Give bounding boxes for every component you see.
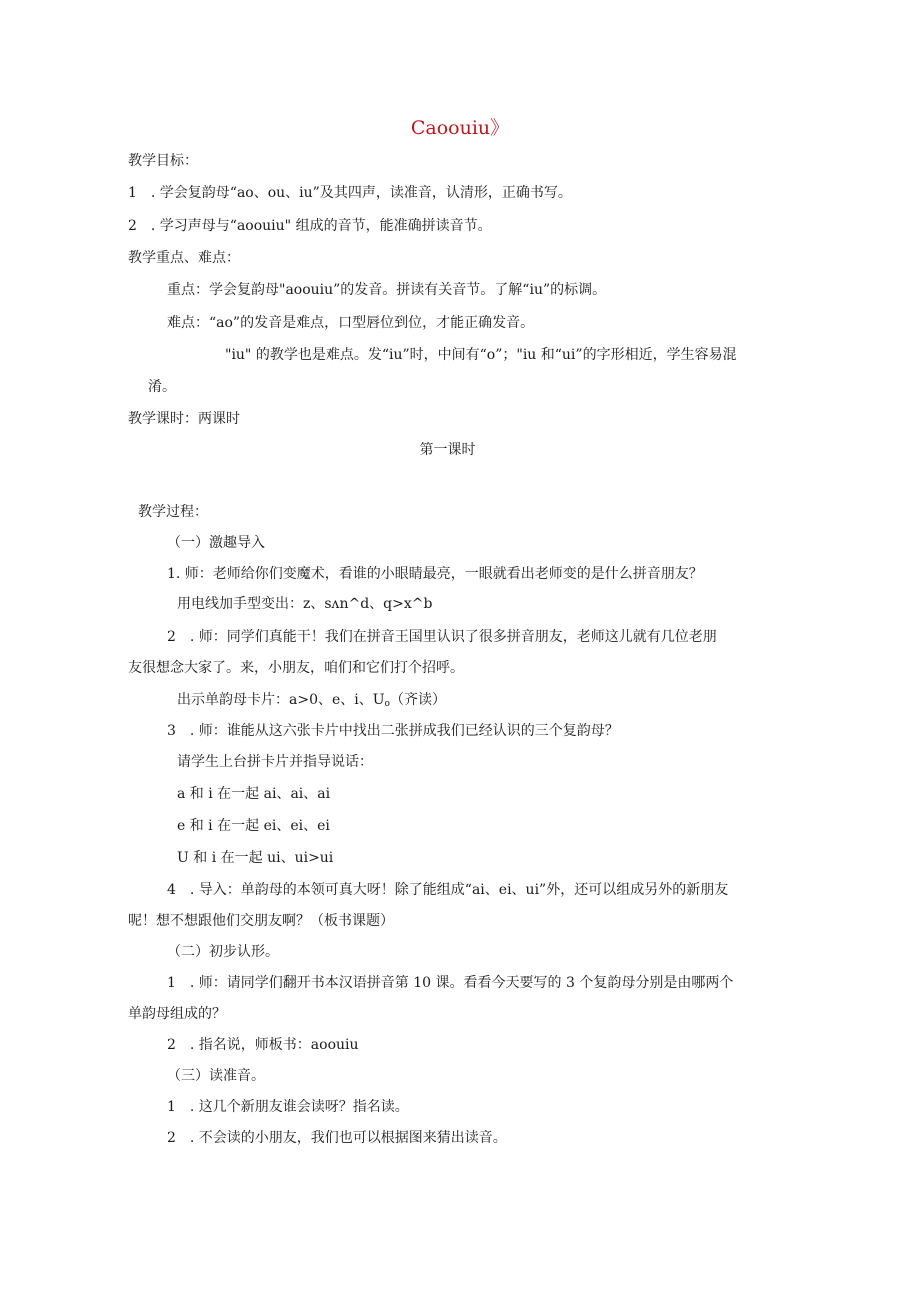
key-difficulty-2-line-2: 淆。: [148, 379, 176, 395]
paragraph-r2: 2 . 不会读的小朋友，我们也可以根据图来猜出读音。: [167, 1130, 507, 1146]
goal-item-1: 1 . 学会复韵母“ao、ou、iu”及其四声，读准音，认清形，正确书写。: [128, 185, 572, 201]
section-3-heading: （三）读准音。: [167, 1068, 265, 1084]
section-2-heading: （二）初步认形。: [167, 944, 279, 960]
lesson-hours: 教学课时：两课时: [128, 411, 240, 427]
paragraph-1b: 用电线加手型变出：z、sʌn^d、q>x^b: [177, 596, 433, 612]
lesson-title: 第一课时: [419, 442, 476, 458]
paragraph-q1b: 单韵母组成的？: [128, 1006, 226, 1022]
goals-heading: 教学目标：: [128, 153, 198, 169]
paragraph-2c-text: 出示单韵母卡片：a>0、e、i、U: [177, 692, 385, 708]
document-title: Caoouiu》: [410, 117, 510, 139]
paragraph-4b: 呢！想不想跟他们交朋友啊？（板书课题）: [128, 913, 394, 929]
key-difficulty-2-line-1: "iu" 的教学也是难点。发“iu”时，中间有“o”；"iu 和“ui”的字形相近，学生容易混: [225, 347, 737, 363]
paragraph-2c-suffix: （齐读）: [389, 692, 446, 708]
paragraph-r1: 1 . 这几个新朋友谁会读呀？指名读。: [167, 1099, 409, 1115]
paragraph-q2: 2 . 指名说，师板书：aoouiu: [167, 1037, 359, 1053]
paragraph-3c: a 和 i 在一起 ai、ai、ai: [177, 786, 331, 802]
paragraph-1: 1. 师：老师给你们变魔术，看谁的小眼睛最亮，一眼就看出老师变的是什么拼音朋友？: [167, 566, 703, 582]
key-focus: 重点：学会复韵母"aoouiu”的发音。拼读有关音节。了解“iu”的标调。: [167, 282, 607, 298]
section-1-heading: （一）激趣导入: [167, 535, 265, 551]
paragraph-3b: 请学生上台拼卡片并指导说话：: [177, 754, 373, 770]
paragraph-3: 3 . 师：谁能从这六张卡片中找出二张拼成我们已经认识的三个复韵母？: [167, 723, 619, 739]
paragraph-3d: e 和 i 在一起 ei、ei、ei: [177, 818, 330, 834]
goal-item-2: 2 . 学习声母与“aoouiu" 组成的音节，能准确拼读音节。: [128, 218, 492, 234]
paragraph-3e: U 和 i 在一起 ui、ui>ui: [177, 850, 334, 866]
paragraph-2c-subscript: o: [384, 699, 390, 709]
paragraph-q1a: 1 . 师：请同学们翻开书本汉语拼音第 10 课。看看今天要写的 3 个复韵母分别是由哪两个: [167, 975, 734, 991]
paragraph-2a: 2 . 师：同学们真能干！我们在拼音王国里认识了很多拼音朋友，老师这儿就有几位老朋: [167, 629, 717, 645]
key-heading: 教学重点、难点：: [128, 250, 240, 266]
process-heading: 教学过程：: [138, 504, 208, 520]
key-difficulty: 难点：“ao”的发音是难点，口型唇位到位，才能正确发音。: [167, 315, 535, 331]
paragraph-2c: [177, 690, 446, 714]
paragraph-4a: 4 . 导入：单韵母的本领可真大呀！除了能组成“ai、ei、ui”外，还可以组成另外的新朋友: [167, 882, 729, 898]
paragraph-2b: 友很想念大家了。来，小朋友，咱们和它们打个招呼。: [128, 660, 464, 676]
